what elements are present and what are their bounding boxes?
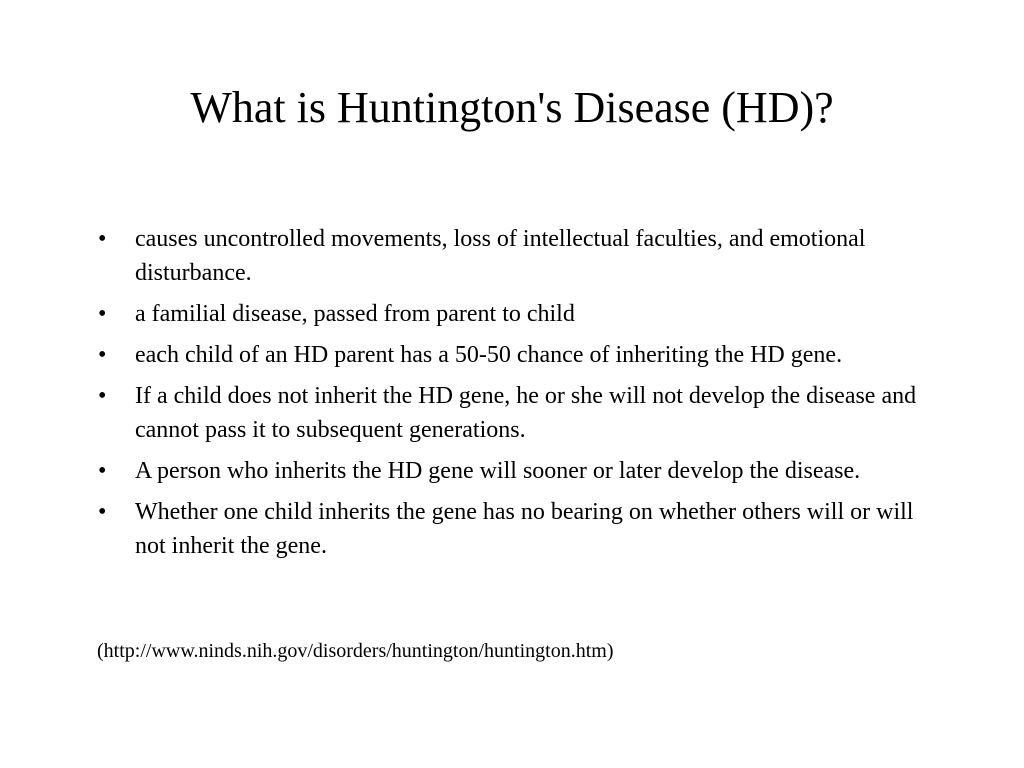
bullet-marker: • (98, 383, 107, 409)
bullet-marker: • (98, 301, 107, 327)
bullet-marker: • (98, 499, 107, 525)
bullet-text: If a child does not inherit the HD gene, he or she will not develop the disease and cannot pass it to subsequent generations. (135, 383, 917, 443)
bullet-text: a familial disease, passed from parent to child (135, 301, 575, 327)
bullet-item (98, 338, 938, 372)
bullet-item (98, 297, 938, 331)
bullet-item (98, 495, 938, 563)
bullet-item (98, 454, 938, 488)
bullet-text: each child of an HD parent has a 50-50 chance of inheriting the HD gene. (135, 342, 843, 368)
slide-title: What is Huntington's Disease (HD)? (190, 83, 834, 132)
bullet-text: A person who inherits the HD gene will sooner or later develop the disease. (135, 458, 861, 484)
bullet-marker: • (98, 226, 107, 252)
bullet-text: causes uncontrolled movements, loss of intellectual faculties, and emotional disturbance. (135, 226, 866, 286)
source-citation: (http://www.ninds.nih.gov/disorders/huntington/huntington.htm) (97, 640, 614, 662)
bullet-text: Whether one child inherits the gene has no bearing on whether others will or will not inherit the gene. (135, 499, 914, 559)
bullet-list (98, 222, 938, 570)
bullet-marker: • (98, 342, 107, 368)
bullet-item (98, 379, 938, 447)
bullet-item (98, 222, 938, 290)
bullet-marker: • (98, 458, 107, 484)
